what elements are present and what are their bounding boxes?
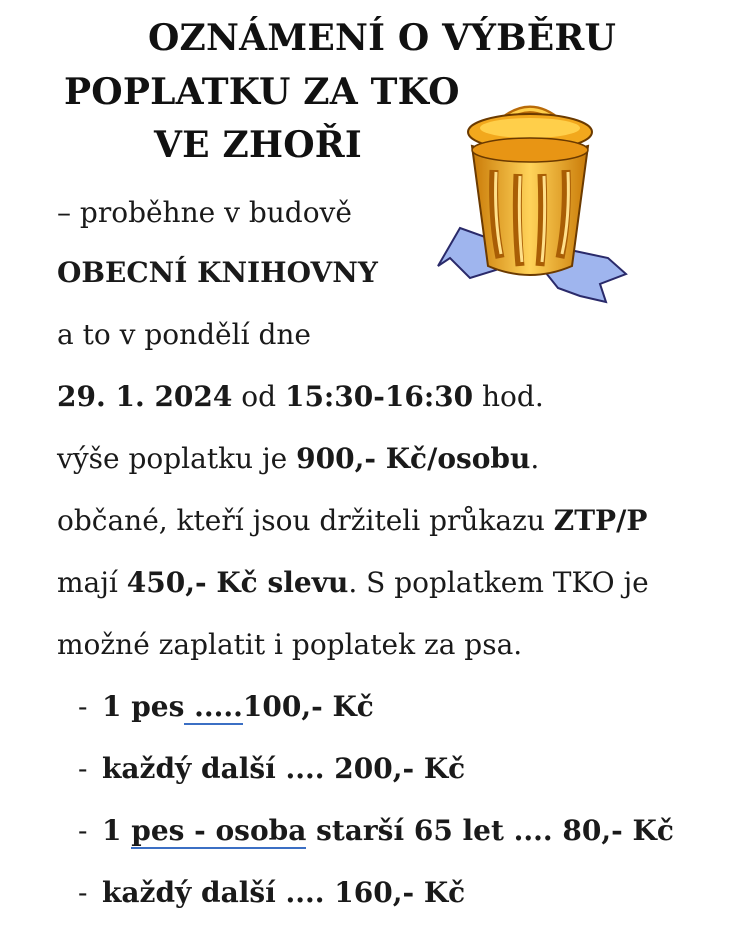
text-dog-fee-intro: možné zaplatit i poplatek za psa. (57, 628, 523, 661)
fee-item-1 (78, 690, 374, 723)
bullet-dash: - (78, 814, 88, 847)
fee-item-4 (78, 876, 465, 909)
text-discount (57, 566, 649, 599)
title-line-1: OZNÁMENÍ O VÝBĚRU (148, 17, 617, 59)
fee-item-3-underlined: pes - osoba (131, 814, 307, 847)
fee-item-3-rest: starší 65 let .... 80,- Kč (306, 814, 674, 847)
fee-item-1-label: 1 pes (102, 690, 185, 723)
fee-item-3 (78, 814, 674, 847)
fee-value: 900,- Kč/osobu (296, 442, 531, 475)
fee-item-2 (78, 752, 465, 785)
title-line-3: VE ZHOŘI (154, 124, 362, 166)
text-location-intro: – proběhne v budově (57, 196, 352, 229)
discount-value: 450,- Kč slevu (126, 566, 349, 599)
time-value: 15:30-16:30 (284, 380, 474, 413)
fee-item-1-price: 100,- Kč (242, 690, 374, 723)
title-line-2: POPLATKU ZA TKO (64, 71, 460, 113)
bullet-dash: - (78, 690, 88, 723)
discount-label: mají (57, 566, 127, 599)
ztp-value: ZTP/P (553, 504, 648, 537)
text-location-name: OBECNÍ KNIHOVNY (57, 256, 378, 289)
time-hod: hod. (473, 380, 544, 413)
trash-bin-icon (430, 98, 630, 308)
date-od: od (232, 380, 285, 413)
ztp-label: občané, kteří jsou držiteli průkazu (57, 504, 554, 537)
bullet-dash: - (78, 876, 88, 909)
text-fee-amount (57, 442, 539, 475)
fee-item-1-dots: ..... (184, 690, 243, 723)
text-date-time (57, 380, 544, 413)
fee-item-3-count: 1 (102, 814, 132, 847)
fee-end: . (530, 442, 540, 475)
bullet-dash: - (78, 752, 88, 785)
text-ztp (57, 504, 647, 537)
discount-rest: . S poplatkem TKO je (348, 566, 649, 599)
fee-label: výše poplatku je (57, 442, 297, 475)
text-day-intro: a to v pondělí dne (57, 318, 311, 351)
fee-item-2-text: každý další .... 200,- Kč (102, 752, 466, 785)
date-value: 29. 1. 2024 (57, 380, 233, 413)
fee-item-4-text: každý další .... 160,- Kč (102, 876, 466, 909)
